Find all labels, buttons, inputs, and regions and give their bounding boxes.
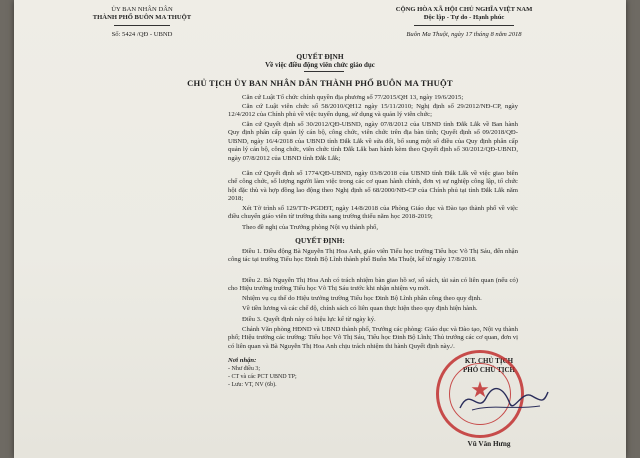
national-motto-block bbox=[314, 6, 614, 22]
preamble-2: Căn cứ Luật viên chức số 58/2010/QH12 ngày 15/11/2010; Nghị định số 29/2012/NĐ-CP, ngày 12/4/2012 của Chính phủ về việc tuyển dụng, sử dụng và quản lý viên chức; bbox=[228, 103, 518, 119]
authority-title: CHỦ TỊCH ỦY BAN NHÂN DÂN THÀNH PHỐ BUÔN MA THUỘT bbox=[187, 78, 453, 88]
decision-heading: QUYẾT ĐỊNH bbox=[296, 52, 344, 61]
article-3-executors: Chánh Văn phòng HĐND và UBND thành phố, Trưởng các phòng: Giáo dục và Đào tạo, Nội vụ thành phố; Hiệu trưởng các trường: Tiểu học Võ Thị Sáu, Tiểu học Đinh Bộ Lĩnh; Thủ trưởng các cơ quan, đơn vị có liên quan và Bà Nguyễn Thị Hoa Anh chịu trách nhiệm thi hành Quyết định này./. bbox=[228, 326, 518, 350]
recipient-item: - Như điều 3; bbox=[228, 366, 261, 372]
signature-role-1: KT. CHỦ TỊCH bbox=[464, 357, 514, 365]
handwritten-signature bbox=[452, 380, 552, 420]
article-3: Điều 3. Quyết định này có hiệu lực kể từ ngày ký. bbox=[242, 316, 376, 323]
issuer-line-2: THÀNH PHỐ BUÔN MA THUỘT bbox=[92, 14, 192, 21]
subject-underline bbox=[304, 71, 344, 72]
preamble-4: Căn cứ Quyết định số 1774/QĐ-UBND, ngày 03/8/2018 của UBND tỉnh Đắk Lắk về việc giao biên chế công chức, số lượng người làm việc trong các cơ quan hành chính, đơn vị sự nghiệp công lập, tổ chức hội đặc thù và hợp đồng lao động theo Nghị định số 68/2000/NĐ-CP của Chính phủ tại tỉnh Đắk Lắk năm 2018; bbox=[228, 170, 518, 203]
official-seal-stamp: ★ bbox=[436, 350, 524, 438]
preamble-5: Xét Tờ trình số 129/TTr-PGDĐT, ngày 14/8/2018 của Phòng Giáo dục và Đào tạo thành phố về việc điều chuyển giáo viên từ trường thừa sang trường thiếu năm học 2018-2019; bbox=[228, 205, 518, 221]
country-name: CỘNG HÒA XÃ HỘI CHỦ NGHĨA VIỆT NAM bbox=[395, 6, 533, 13]
preamble-3: Căn cứ Quyết định số 30/2012/QĐ-UBND, ngày 07/8/2012 của UBND tỉnh Đắk Lắk về Ban hành Quy định phân cấp quản lý cán bộ, công chức, viên chức trên địa bàn tỉnh; Quyết định số 09/2018/QĐ-UBND, ngày 16/4/2018 của UBND tỉnh Đắk Lắk về sửa đổi, bổ sung một số điều của Quy định phân cấp quản lý cán bộ, công chức, viên chức tỉnh Đắk Lắk ban hành kèm theo Quyết định số 30/2012/QĐ-UBND, ngày 07/8/2012 của UBND tỉnh Đắk Lắk; bbox=[228, 121, 518, 162]
decision-subject: Về việc điều động viên chức giáo dục bbox=[265, 61, 375, 69]
issuer-line-1: ỦY BAN NHÂN DÂN bbox=[111, 6, 173, 13]
signature-role-2: PHÓ CHỦ TỊCH bbox=[463, 366, 515, 374]
article-2: Điều 2. Bà Nguyễn Thị Hoa Anh có trách nhiệm bàn giao hồ sơ, sổ sách, tài sản có liên quan (nếu có) cho Hiệu trưởng trường Tiểu học Võ Thị Sáu trước khi nhận nhiệm vụ mới. bbox=[228, 277, 518, 293]
issue-date: Buôn Ma Thuột, ngày 17 tháng 8 năm 2018 bbox=[406, 31, 522, 38]
document-page bbox=[14, 0, 626, 458]
article-2-duty: Nhiệm vụ cụ thể do Hiệu trưởng trường Tiểu học Đinh Bộ Lĩnh phân công theo quy định. bbox=[242, 295, 482, 302]
recipients-heading: Nơi nhận: bbox=[228, 357, 257, 364]
signer-name: Vũ Văn Hưng bbox=[467, 440, 511, 448]
issuer-underline bbox=[114, 25, 170, 26]
recipient-item: - Lưu: VT, NV (6b). bbox=[228, 382, 277, 388]
recipients-block bbox=[228, 357, 348, 389]
article-2-salary: Về tiền lương và các chế độ, chính sách có liên quan thực hiện theo quy định hiện hành. bbox=[242, 305, 478, 312]
preamble-1: Căn cứ Luật Tổ chức chính quyền địa phương số 77/2015/QH 13, ngày 19/6/2015; bbox=[242, 94, 464, 101]
document-number: Số: 5424 /QĐ - UBND bbox=[111, 31, 173, 38]
motto: Độc lập - Tự do - Hạnh phúc bbox=[423, 14, 505, 21]
recipient-item: - CT và các PCT UBND TP; bbox=[228, 374, 297, 380]
decision-subheading: QUYẾT ĐỊNH: bbox=[295, 236, 345, 245]
preamble-6: Theo đề nghị của Trưởng phòng Nội vụ thành phố, bbox=[242, 224, 379, 231]
issuer-block bbox=[42, 6, 242, 22]
article-1: Điều 1. Điều động Bà Nguyễn Thị Hoa Anh, giáo viên Tiểu học trường Tiểu học Võ Thị Sáu, đến nhận công tác tại trường Tiểu học Đinh Bộ Lĩnh thành phố Buôn Ma Thuột, kể từ ngày 17/8/2018. bbox=[228, 248, 518, 264]
motto-underline bbox=[414, 25, 514, 26]
